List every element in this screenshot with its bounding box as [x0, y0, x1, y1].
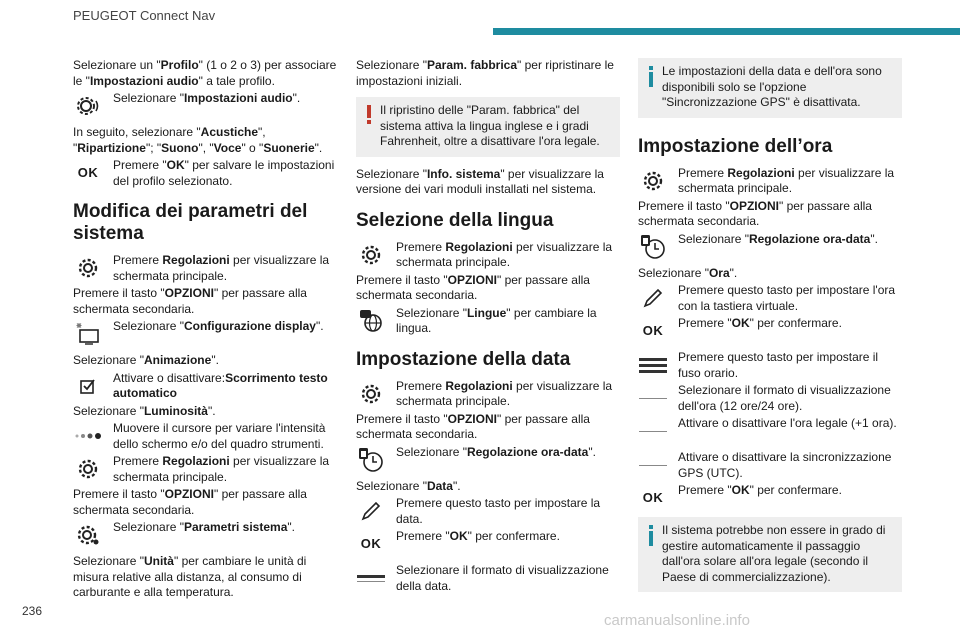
section-heading: Selezione della lingua — [356, 209, 554, 231]
clock-calendar-icon — [638, 234, 668, 260]
ok-icon: OK — [642, 323, 664, 339]
instruction-item: Muovere il cursore per variare l'intensità dello schermo e/o del quadro strumenti. — [73, 421, 337, 452]
paragraph: Selezionare "Info. sistema" per visualizzare la versione dei vari moduli installati nel sistema. — [356, 166, 604, 196]
paragraph: Selezionare "Luminosità". — [73, 403, 216, 418]
info-icon — [647, 525, 655, 552]
ok-icon: OK — [642, 490, 664, 506]
instruction-item: Selezionare "Regolazione ora-data". — [356, 445, 620, 467]
list-icon — [638, 352, 668, 378]
system-settings-icon — [73, 522, 103, 548]
paragraph: Selezionare "Param. fabbrica" per ripristinare le impostazioni iniziali. — [356, 58, 614, 88]
language-icon — [356, 308, 386, 334]
toggle-line-icon — [638, 418, 668, 444]
section-heading: Impostazione della data — [356, 348, 571, 370]
section-heading: Impostazione dell’ora — [638, 135, 833, 157]
gear-icon — [638, 168, 668, 194]
instruction-item: Selezionare "Regolazione ora-data". — [638, 232, 902, 254]
warning-icon — [365, 105, 373, 130]
info-text: Le impostazioni della data e dell'ora sono disponibili solo se l'opzione "Sincronizzazione GPS" è disattivata. — [662, 64, 882, 109]
header-title: PEUGEOT Connect Nav — [73, 8, 216, 23]
paragraph: Premere il tasto "OPZIONI" per passare alla schermata secondaria. — [356, 411, 590, 441]
info-text: Il sistema potrebbe non essere in grado di gestire automaticamente il passaggio dall'ora solare all'ora legale (secondo il Paese di commercializzazione). — [662, 523, 886, 584]
pencil-icon — [638, 285, 668, 311]
instruction-item: Premere Regolazioni per visualizzare la schermata principale. — [356, 379, 620, 410]
instruction-item: Premere questo tasto per impostare la data. — [356, 496, 620, 527]
info-note — [638, 58, 902, 118]
instruction-item: Premere Regolazioni per visualizzare la schermata principale. — [73, 454, 337, 485]
checkbox-icon — [73, 373, 103, 399]
column-2 — [356, 58, 620, 596]
instruction-item: Premere questo tasto per impostare il fuso orario. — [638, 350, 902, 381]
instruction-item: Premere Regolazioni per visualizzare la schermata principale. — [356, 240, 620, 271]
page-header — [0, 0, 960, 40]
watermark: carmanualsonline.info — [604, 612, 750, 629]
page-number: 236 — [22, 604, 43, 618]
ok-icon: OK — [77, 165, 99, 181]
paragraph: Premere il tasto "OPZIONI" per passare alla schermata secondaria. — [638, 198, 872, 228]
paragraph: Selezionare "Ora". — [638, 265, 738, 280]
warning-text: Il ripristino delle "Param. fabbrica" del sistema attiva la lingua inglese e i gradi Fahrenheit, oltre a disattivare l'ora legale. — [380, 103, 600, 148]
instruction-item: Selezionare "Impostazioni audio". — [73, 91, 337, 113]
paragraph: Selezionare "Unità" per cambiare le unità di misura relative alla distanza, al consumo di carburante e alla temperatura. — [73, 554, 307, 599]
paragraph: Selezionare "Data". — [356, 478, 461, 493]
gear-icon — [73, 456, 103, 482]
info-note — [638, 517, 902, 592]
date-format-icon — [356, 565, 386, 591]
instruction-item: Premere Regolazioni per visualizzare la schermata principale. — [638, 166, 902, 197]
instruction-item: Selezionare il formato di visualizzazione dell'ora (12 ore/24 ore). — [638, 383, 902, 414]
column-1 — [73, 58, 337, 609]
gear-icon — [356, 242, 386, 268]
header-accent-bar — [493, 28, 960, 35]
paragraph: Selezionare "Animazione". — [73, 353, 219, 367]
ok-icon: OK — [360, 536, 382, 552]
section-heading: Modifica dei parametri del sistema — [73, 201, 308, 244]
pencil-icon — [356, 498, 386, 524]
audio-settings-icon — [73, 93, 103, 119]
instruction-item: Selezionare "Lingue" per cambiare la lingua. — [356, 306, 620, 337]
paragraph: In seguito, selezionare "Acustiche", "Ripartizione"; "Suono", "Voce" o "Suonerie". — [73, 125, 323, 155]
gear-icon — [73, 255, 103, 281]
toggle-line-icon — [638, 385, 668, 411]
instruction-item: Selezionare "Parametri sistema". — [73, 520, 337, 542]
paragraph: Premere il tasto "OPZIONI" per passare alla schermata secondaria. — [73, 286, 307, 316]
warning-note — [356, 97, 620, 157]
instruction-item: Attivare o disattivare l'ora legale (+1 ora). — [638, 416, 902, 438]
clock-calendar-icon — [356, 447, 386, 473]
instruction-item: OK Premere "OK" per confermare. — [356, 529, 620, 551]
instruction-item: OK Premere "OK" per salvare le impostazioni del profilo selezionato. — [73, 158, 337, 189]
instruction-item: Selezionare "Configurazione display". — [73, 319, 337, 341]
instruction-item: Premere questo tasto per impostare l'ora con la tastiera virtuale. — [638, 283, 902, 314]
instruction-item: Attivare o disattivare:Scorrimento testo automatico — [73, 371, 337, 402]
instruction-item: Selezionare il formato di visualizzazione della data. — [356, 563, 620, 594]
paragraph: Premere il tasto "OPZIONI" per passare alla schermata secondaria. — [356, 272, 590, 302]
info-icon — [647, 66, 655, 93]
instruction-item: OK Premere "OK" per confermare. — [638, 316, 902, 338]
instruction-item: Premere Regolazioni per visualizzare la schermata principale. — [73, 253, 337, 284]
gear-icon — [356, 381, 386, 407]
instruction-item: OK Premere "OK" per confermare. — [638, 483, 902, 505]
paragraph: Premere il tasto "OPZIONI" per passare alla schermata secondaria. — [73, 487, 307, 517]
paragraph: Selezionare un "Profilo" (1 o 2 o 3) per associare le "Impostazioni audio" a tale profilo. — [73, 58, 337, 88]
brightness-slider-icon — [73, 423, 103, 449]
toggle-line-icon — [638, 452, 668, 478]
column-3 — [638, 58, 902, 602]
instruction-item: Attivare o disattivare la sincronizzazione GPS (UTC). — [638, 450, 902, 481]
display-config-icon — [73, 321, 103, 347]
